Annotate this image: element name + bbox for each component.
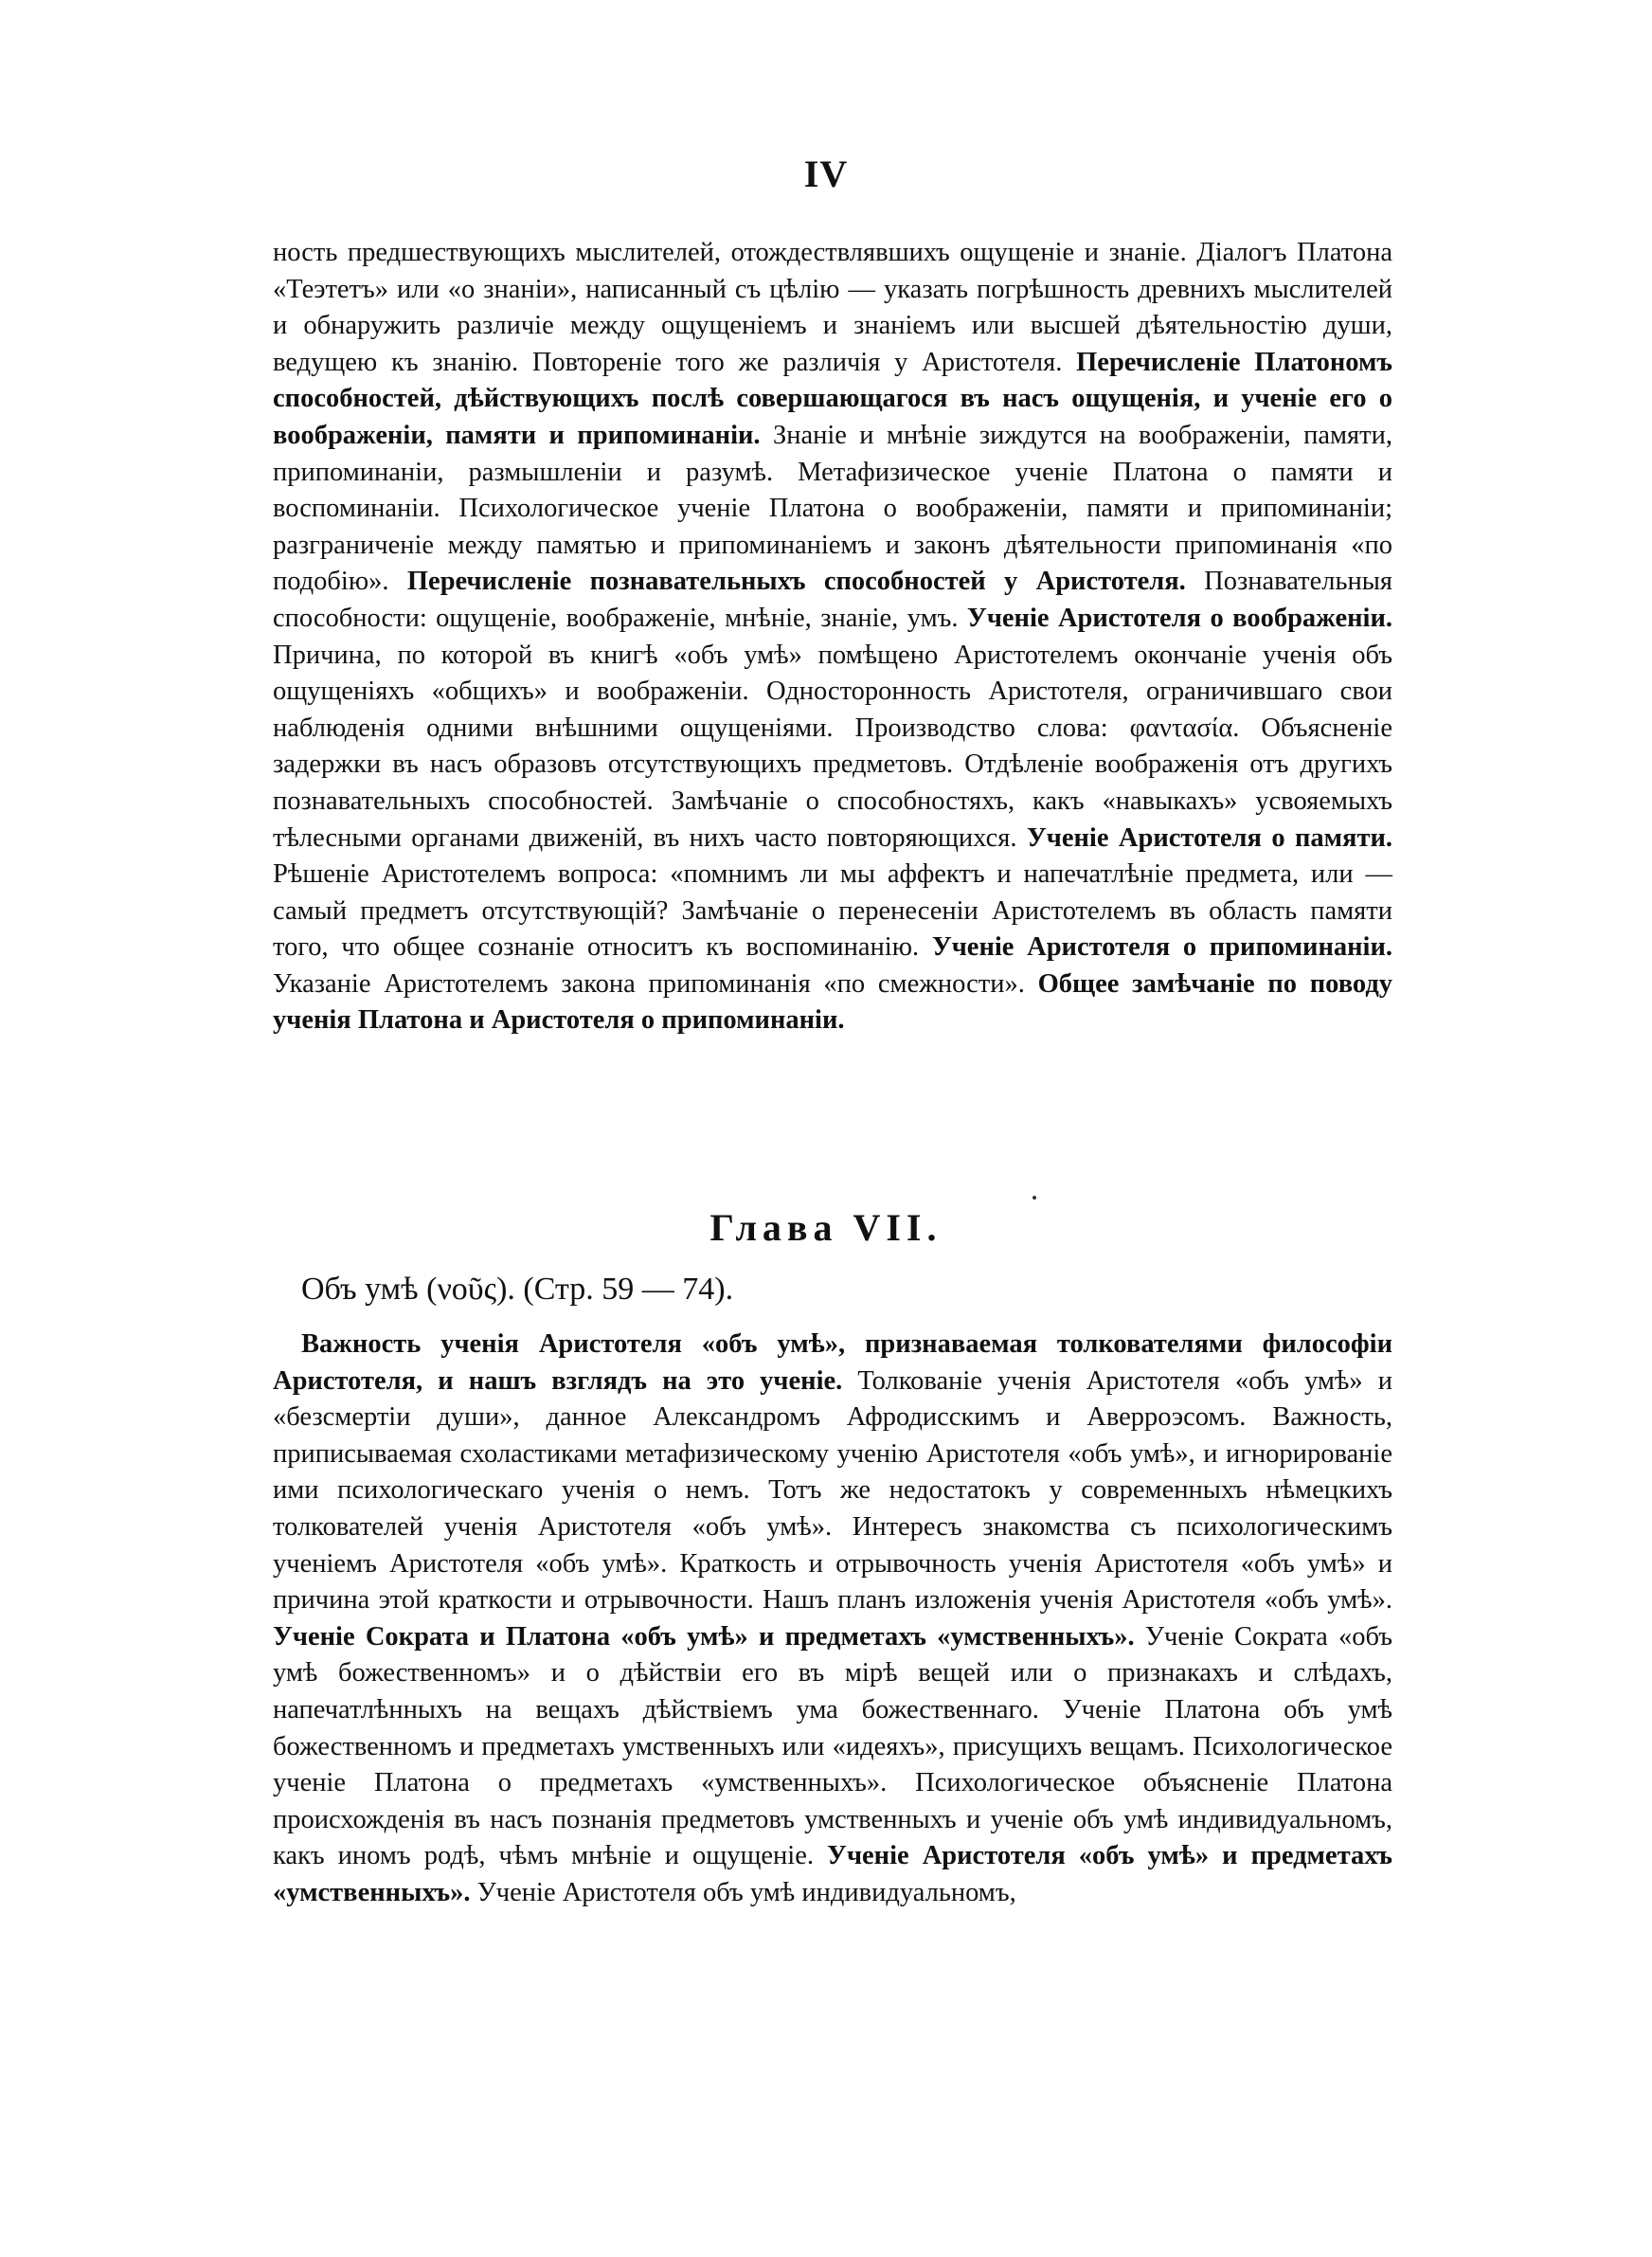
text-run: Указаніе Аристотелемъ закона припоминанія «по смежности». <box>273 968 1038 999</box>
bold-heading-run: Ученіе Аристотеля о припоминаніи. <box>931 932 1392 963</box>
text-run: Познавательныя способности: ощущеніе, воображеніе, мнѣніе, знаніе, умъ. <box>273 567 1392 633</box>
bold-heading-run: Ученіе Аристотеля «объ умѣ» и предметахъ «умственныхъ». <box>273 1841 1392 1907</box>
bold-heading-run: Важность ученія Аристотеля «объ умѣ», признаваемая толкователями философіи Аристотеля, и нашъ взглядъ на это ученіе. <box>273 1329 1392 1396</box>
bold-heading-run: Ученіе Сократа и Платона «объ умѣ» и предметахъ «умственныхъ». <box>273 1621 1135 1652</box>
text-run: Причина, по которой въ книгѣ «объ умѣ» помѣщено Аристотелемъ окончаніе ученія объ ощущеніяхъ «общихъ» и воображеніи. Односторонность Аристотеля, ограничившаго свои наблюденія одними внѣшними ощущеніями. Производство слова: φαντασία. Объясненіе задержки въ насъ образовъ отсутствующихъ предметовъ. Отдѣленіе воображенія отъ другихъ познавательныхъ способностей. Замѣчаніе о способностяхъ, какъ «навыкахъ» усвояемыхъ тѣлесными органами движеній, въ нихъ часто повторяющихся. <box>273 640 1392 853</box>
chapter-subtitle: Объ умѣ (νοῦς). (Стр. 59 — 74). <box>301 1272 734 1307</box>
bold-heading-run: Перечисленіе Платономъ способностей, дѣйствующихъ послѣ совершающагося въ насъ ощущенія, и ученіе его о воображеніи, памяти и припоминаніи. <box>273 347 1392 450</box>
bold-heading-run: Общее замѣчаніе по поводу ученія Платона и Аристотеля о припоминаніи. <box>273 968 1393 1036</box>
bold-heading-run: Перечисленіе познавательныхъ способностей у Аристотеля. <box>406 567 1186 597</box>
page-number: IV <box>803 153 849 195</box>
text-run: Ученіе Сократа «объ умѣ божественномъ» и о дѣйствіи его въ мірѣ вещей или о признакахъ и слѣдахъ, напечатлѣнныхъ на вещахъ дѣйствіемъ ума божественнаго. Ученіе Платона объ умѣ божественномъ и предметахъ умственныхъ или «идеяхъ», присущихъ вещамъ. Психологическое ученіе Платона о предметахъ «умственныхъ». Психологическое объясненіе Платона происхожденія въ насъ познанія предметовъ умственныхъ и ученіе объ умѣ индивидуальномъ, какъ иномъ родѣ, чѣмъ мнѣніе и ощущеніе. <box>273 1621 1392 1871</box>
chapter-heading: Глава VII. <box>709 1206 943 1249</box>
text-run: Рѣшеніе Аристотелемъ вопроса: «помнимъ ли мы аффектъ и напечатлѣніе предмета, или — самый предметъ отсутствующій? Замѣчаніе о перенесеніи Аристотелемъ въ область памяти того, что общее сознаніе относитъ къ воспоминанію. <box>273 859 1392 963</box>
text-run: Знаніе и мнѣніе зиждутся на воображеніи, памяти, припоминаніи, размышленіи и разумѣ. Метафизическое ученіе Платона о памяти и воспоминаніи. Психологическое ученіе Платона о воображеніи, памяти и припоминаніи; разграниченіе между памятью и припоминаніемъ и законъ дѣятельности припоминанія «по подобію». <box>273 420 1392 597</box>
bold-heading-run: Ученіе Аристотеля о воображеніи. <box>966 603 1392 633</box>
summary-paragraph-chapter-vii <box>273 1327 1392 1912</box>
decorative-dot <box>1032 1196 1036 1200</box>
bold-heading-run: Ученіе Аристотеля о памяти. <box>1026 822 1393 853</box>
summary-paragraph-chapter-vi <box>273 235 1392 1039</box>
text-run: Толкованіе ученія Аристотеля «объ умѣ» и «безсмертіи души», данное Александромъ Афродисскимъ и Аверроэсомъ. Важность, приписываемая схоластиками метафизическому ученію Аристотеля «объ умѣ», и игнорированіе ими психологическаго ученія о немъ. Тотъ же недостатокъ у современныхъ нѣмецкихъ толкователей ученія Аристотеля «объ умѣ». Интересъ знакомства съ психологическимъ ученіемъ Аристотеля «объ умѣ». Краткость и отрывочность ученія Аристотеля «объ умѣ» и причина этой краткости и отрывочности. Нашъ планъ изложенія ученія Аристотеля «объ умѣ». <box>273 1365 1392 1616</box>
text-run: Ученіе Аристотеля объ умѣ индивидуальномъ, <box>470 1877 1016 1907</box>
text-run: ность предшествующихъ мыслителей, отождествлявшихъ ощущеніе и знаніе. Діалогъ Платона «Теэтетъ» или «о знаніи», написанный съ цѣлію — указать погрѣшность древнихъ мыслителей и обнаружить различіе между ощущеніемъ и знаніемъ или высшей дѣятельностію души, ведущею къ знанію. Повтореніе того же различія у Аристотеля. <box>273 238 1392 377</box>
